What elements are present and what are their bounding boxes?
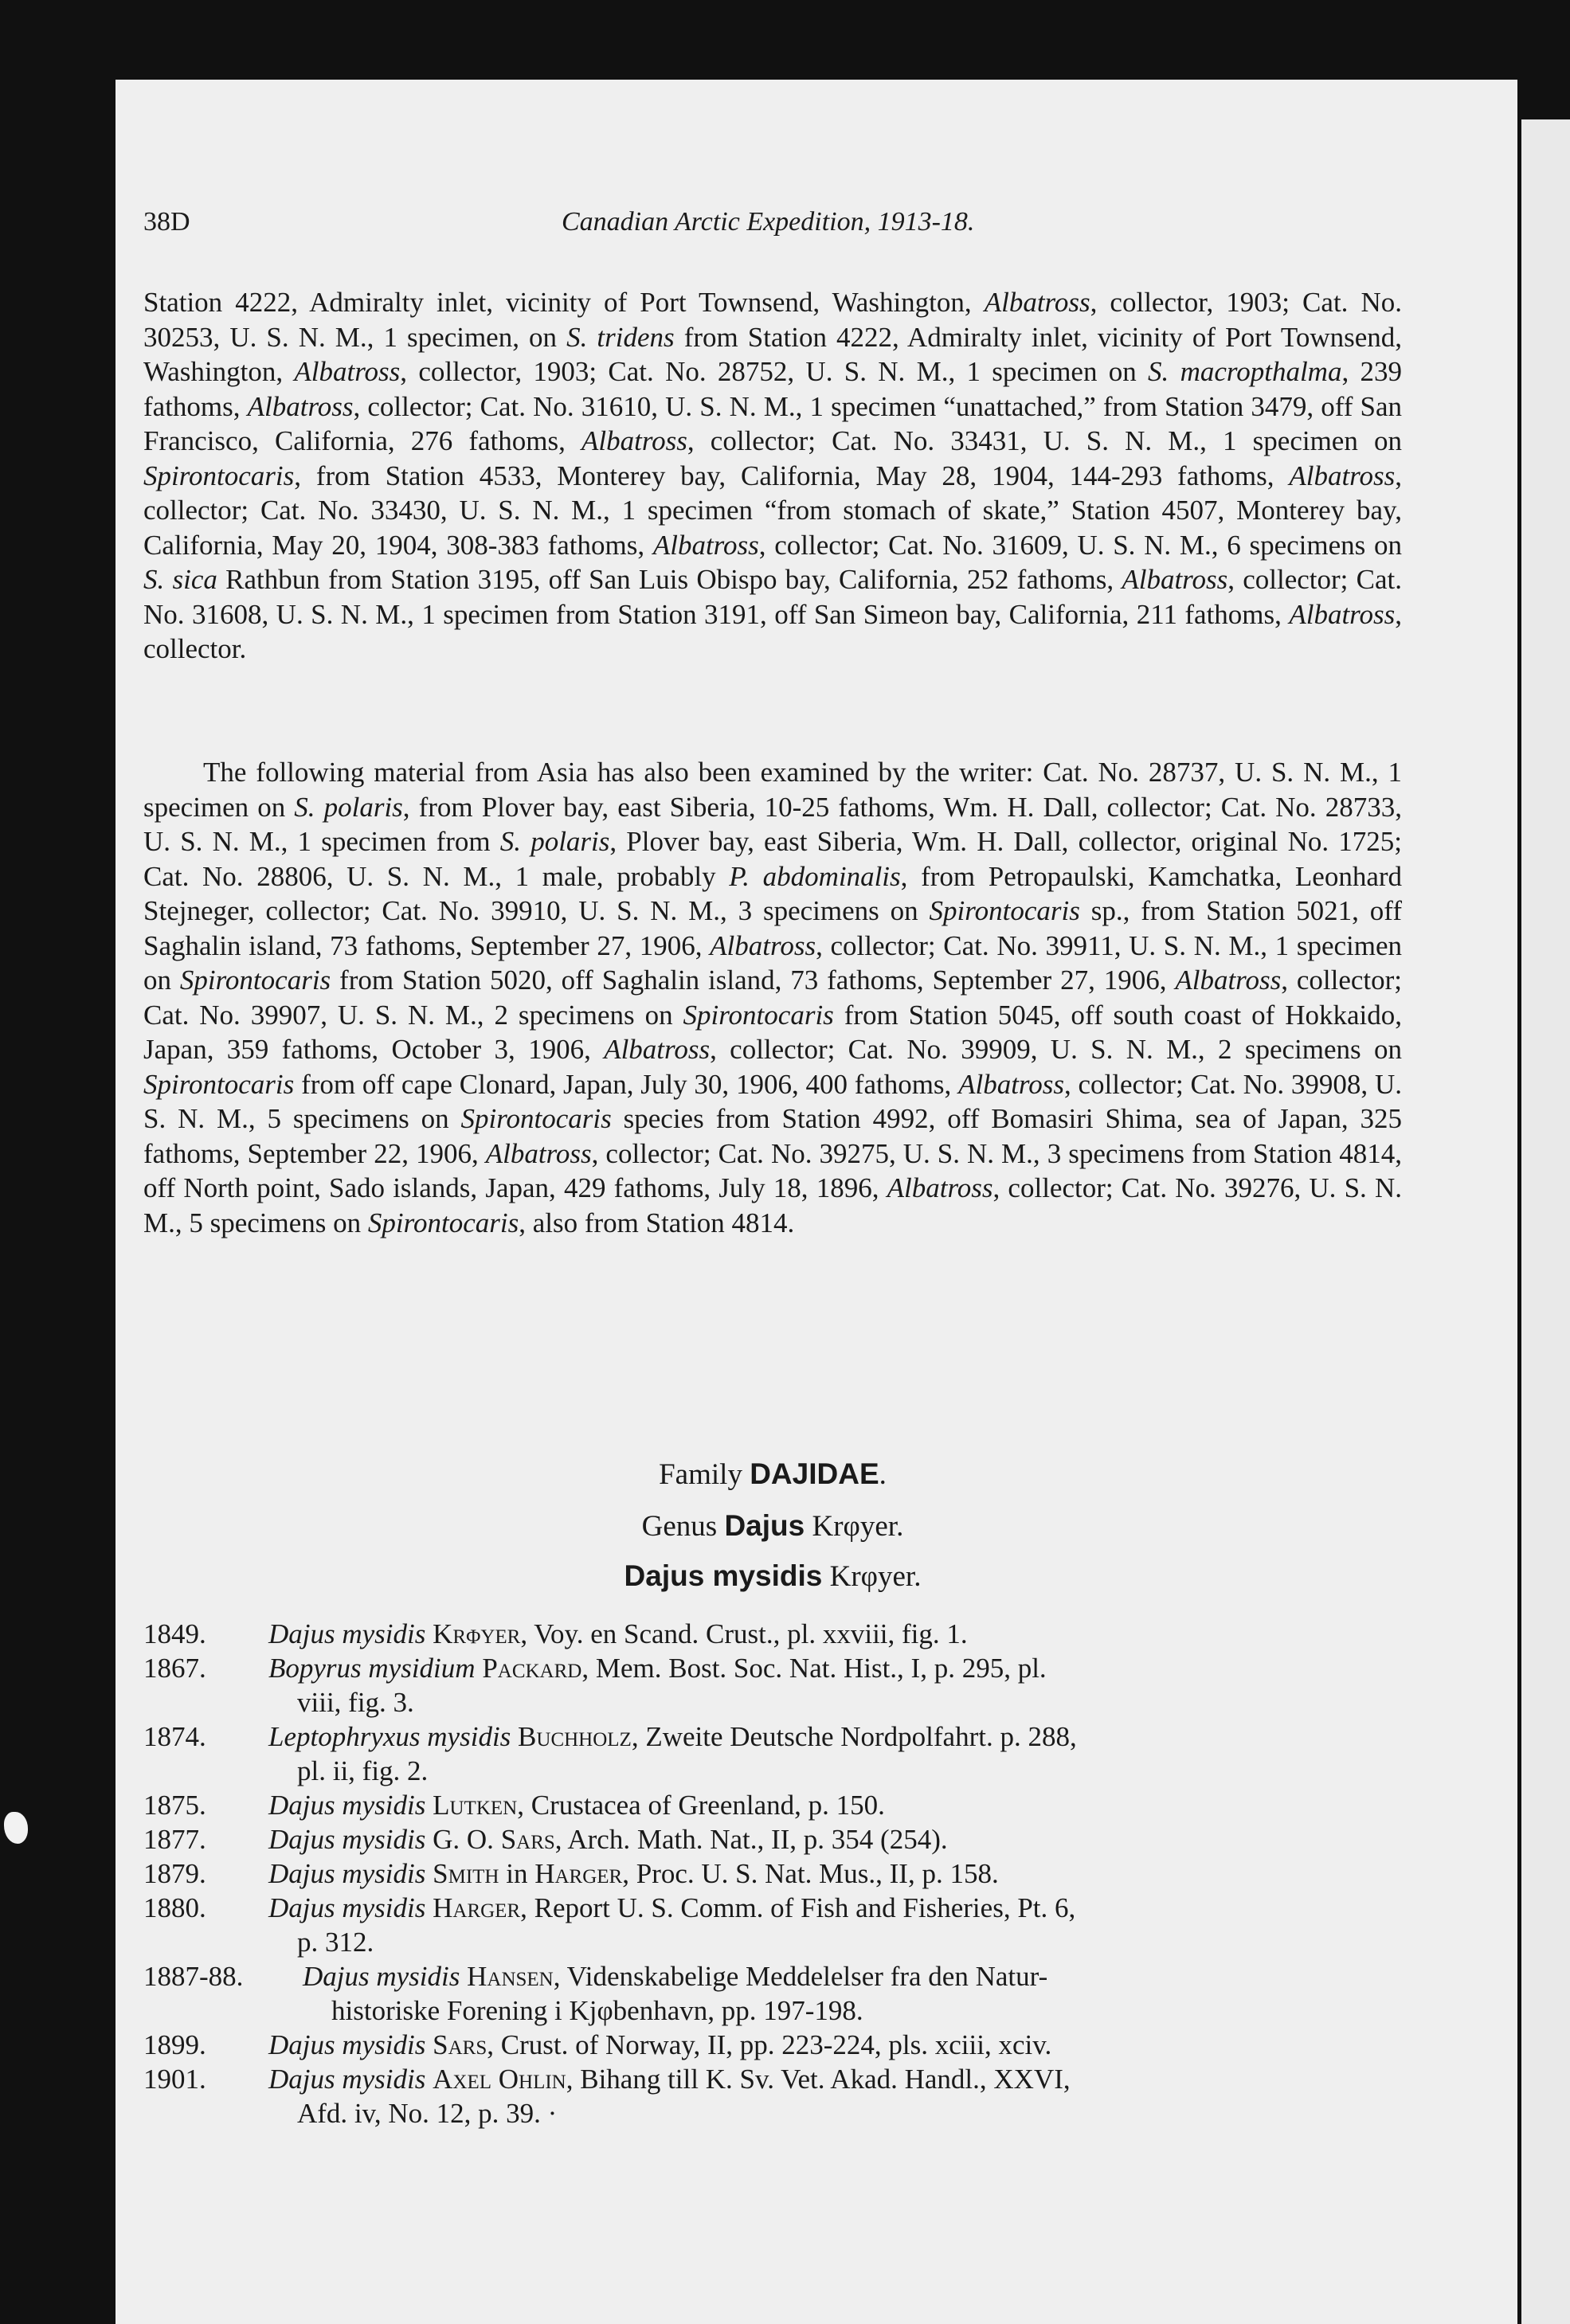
running-title: Canadian Arctic Expedition, 1913-18. — [562, 207, 975, 237]
italic-taxon: Albatross — [1289, 460, 1396, 491]
author-name: Lutken — [433, 1790, 518, 1821]
running-head — [143, 207, 1418, 247]
synonymy-year: 1880. — [143, 1892, 206, 1923]
text-run: , also from Station 4814. — [519, 1207, 795, 1238]
italic-taxon: Albatross — [604, 1034, 711, 1065]
text-run: , collector; Cat. No. 31610, U. S. N. M., 1 specimen “unattached,” from Station 3479, off San Francisco, California, 276 fathoms, — [143, 390, 1402, 456]
author-name: Packard — [482, 1653, 582, 1684]
italic-taxon: Albatross — [485, 1137, 592, 1169]
synonymy-year: 1899. — [143, 2029, 206, 2060]
synonymy-citation — [303, 1959, 1402, 1993]
synonymy-entry — [143, 2028, 1402, 2062]
italic-taxon: S. sica — [143, 564, 217, 595]
text-run: The following material from Asia has also been examined by the writer: Cat. No. 28737, U. S. N. M., 1 specimen on — [143, 757, 1402, 823]
author-name: Harger — [534, 1858, 623, 1889]
text-run: , Zweite Deutsche Nordpolfahrt. p. 288, — [631, 1721, 1077, 1752]
text-run: , collector; Cat. No. 39275, U. S. N. M., 3 specimens from Station 4814, off North point, Sado islands, Japan, 429 fathoms, July 18, 1896, — [143, 1137, 1402, 1203]
italic-taxon: Dajus mysidis — [268, 1858, 426, 1889]
paragraph-text — [143, 285, 1402, 667]
italic-taxon: Dajus mysidis — [268, 1892, 426, 1923]
text-run — [425, 1858, 433, 1889]
italic-taxon: S. polaris — [499, 826, 610, 857]
italic-taxon: Albatross — [710, 929, 816, 961]
text-run: sp., from Station 5021, off Saghalin island, 73 fathoms, September 27, 1906, — [143, 895, 1402, 961]
text-run: , collector; Cat. No. 39908, U. S. N. M., 5 specimens on — [143, 1068, 1402, 1134]
italic-taxon: Leptophryxus mysidis — [268, 1721, 511, 1752]
text-run: , Crust. of Norway, II, pp. 223-224, pls. xciii, xciv. — [487, 2029, 1052, 2060]
author-name: Harger — [433, 1892, 521, 1923]
author-name: Axel Ohlin — [433, 2064, 566, 2095]
synonymy-entry — [143, 1788, 1402, 1822]
synonymy-citation — [268, 1822, 1402, 1856]
italic-taxon: Albatross — [984, 287, 1090, 318]
text-run: Station 4222, Admiralty inlet, vicinity of Port Townsend, Washington, — [143, 287, 985, 318]
text-run: from Station 5045, off south coast of Hokkaido, Japan, 359 fathoms, October 3, 1906, — [143, 999, 1402, 1065]
synonymy-citation — [268, 1617, 1402, 1651]
species-name: Dajus mysidis — [624, 1559, 823, 1592]
synonymy-citation — [268, 1891, 1402, 1925]
genus-suffix: Krφyer. — [805, 1510, 904, 1543]
author-name: Sars — [500, 1824, 555, 1855]
family-suffix: . — [879, 1458, 887, 1491]
text-run: , from Plover bay, east Siberia, 10-25 fathoms, Wm. H. Dall, collector; Cat. No. 28733, U. S. N. M., 1 specimen from — [143, 791, 1402, 857]
italic-taxon: Spirontocaris — [367, 1207, 519, 1238]
synonymy-citation-continued: pl. ii, fig. 2. — [297, 1755, 429, 1786]
text-run: , Plover bay, east Siberia, Wm. H. Dall, collector, original No. 1725; Cat. No. 28806, U. S. N. M., 1 male, probably — [143, 826, 1402, 892]
synonymy-citation — [268, 2062, 1402, 2096]
synonymy-citation — [268, 2028, 1402, 2062]
italic-taxon: Albatross — [1175, 964, 1282, 996]
text-run: , 239 fathoms, — [143, 356, 1402, 422]
italic-taxon: Dajus mysidis — [303, 1961, 460, 1992]
text-run: , collector, 1903; Cat. No. 28752, U. S. N. M., 1 specimen on — [400, 356, 1149, 387]
synonymy-year: 1879. — [143, 1858, 206, 1889]
italic-taxon: Dajus mysidis — [268, 1618, 426, 1649]
synonymy-list — [143, 1617, 1402, 2130]
page-number: 38D — [143, 207, 190, 237]
text-run: , Videnskabelige Meddelelser fra den Natur- — [553, 1961, 1048, 1992]
italic-taxon: Albatross — [1289, 598, 1396, 630]
text-run: , Bihang till K. Sv. Vet. Akad. Handl., XXVI, — [566, 2064, 1071, 2095]
synonymy-citation-continued: Afd. iv, No. 12, p. 39. · — [297, 2098, 558, 2129]
author-name: Sars — [433, 2029, 487, 2060]
synonymy-citation — [268, 1856, 1402, 1891]
family-heading — [143, 1457, 1402, 1492]
italic-taxon: Albatross — [294, 356, 401, 387]
text-run — [425, 1790, 433, 1821]
text-run: , Proc. U. S. Nat. Mus., II, p. 158. — [622, 1858, 999, 1889]
italic-taxon: Spirontocaris — [179, 964, 331, 996]
text-run: , Mem. Bost. Soc. Nat. Hist., I, p. 295, pl. — [581, 1653, 1047, 1684]
synonymy-entry — [143, 1617, 1402, 1651]
text-run: , Voy. en Scand. Crust., pl. xxviii, fig. 1. — [520, 1618, 968, 1649]
synonymy-entry — [143, 1856, 1402, 1891]
synonymy-citation — [268, 1651, 1402, 1685]
family-prefix: Family — [659, 1458, 750, 1491]
italic-taxon: Dajus mysidis — [268, 1790, 426, 1821]
text-run: , collector. — [143, 598, 1402, 664]
synonymy-citation-continued: historiske Forening i Kjφbenhavn, pp. 197-198. — [331, 1995, 863, 2026]
italic-taxon: Spirontocaris — [929, 895, 1080, 926]
author-name: Hansen — [467, 1961, 554, 1992]
text-run: from Station 5020, off Saghalin island, 73 fathoms, September 27, 1906, — [331, 964, 1176, 996]
text-run: , Report U. S. Comm. of Fish and Fisheries, Pt. 6, — [520, 1892, 1076, 1923]
text-run: Rathbun from Station 3195, off San Luis Obispo bay, California, 252 fathoms, — [217, 564, 1122, 595]
paragraph-text — [143, 755, 1402, 1240]
synonymy-citation — [268, 1788, 1402, 1822]
text-run: , collector; Cat. No. 39911, U. S. N. M., 1 specimen on — [143, 929, 1402, 996]
italic-taxon: Dajus mysidis — [268, 2029, 426, 2060]
text-run — [511, 1721, 518, 1752]
italic-taxon: S. tridens — [566, 321, 675, 353]
italic-taxon: Albatross — [958, 1068, 1064, 1100]
text-run: , collector; Cat. No. 39276, U. S. N. M., 5 specimens on — [143, 1172, 1402, 1238]
italic-taxon: S. macropthalma — [1148, 356, 1342, 387]
synonymy-entry — [143, 2062, 1402, 2130]
text-run: in — [499, 1858, 535, 1889]
text-run: G. O. — [425, 1824, 501, 1855]
paragraph-specimen-records-america — [143, 285, 1402, 667]
italic-taxon: P. abdominalis — [729, 860, 901, 892]
author-name: Buchholz — [518, 1721, 632, 1752]
text-run: , collector; Cat. No. 39909, U. S. N. M., 2 specimens on — [710, 1034, 1402, 1065]
italic-taxon: Albatross — [887, 1172, 993, 1203]
genus-prefix: Genus — [641, 1510, 725, 1543]
synonymy-year: 1849. — [143, 1618, 206, 1649]
text-run: from Station 4222, Admiralty inlet, vicinity of Port Townsend, Washington, — [143, 321, 1402, 387]
italic-taxon: Albatross — [247, 390, 354, 422]
text-run: , collector, 1903; Cat. No. 30253, U. S. N. M., 1 specimen, on — [143, 287, 1402, 353]
paragraph-specimen-records-asia — [143, 755, 1402, 1240]
text-run: , collector; Cat. No. 33431, U. S. N. M., 1 specimen on — [687, 425, 1402, 456]
text-run: , from Station 4533, Monterey bay, California, May 28, 1904, 144-293 fathoms, — [294, 460, 1290, 491]
family-name: DAJIDAE — [750, 1457, 879, 1490]
italic-taxon: Albatross — [652, 529, 759, 561]
text-run: species from Station 4992, off Bomasiri Shima, sea of Japan, 325 fathoms, September 22, 1906, — [143, 1103, 1403, 1169]
text-run — [425, 2029, 433, 2060]
synonymy-entry — [143, 1822, 1402, 1856]
synonymy-citation-continued: p. 312. — [297, 1927, 374, 1958]
synonymy-citation-continued: viii, fig. 3. — [297, 1687, 414, 1718]
italic-taxon: Bopyrus mysidium — [268, 1653, 476, 1684]
text-run: , Arch. Math. Nat., II, p. 354 (254). — [554, 1824, 948, 1855]
italic-taxon: Spirontocaris — [143, 1068, 295, 1100]
text-run: , from Petropaulski, Kamchatka, Leonhard Stejneger, collector; Cat. No. 39910, U. S. N. M., 3 specimens on — [143, 860, 1403, 926]
text-run — [460, 1961, 467, 1992]
italic-taxon: Spirontocaris — [143, 460, 295, 491]
author-name: Smith — [433, 1858, 499, 1889]
synonymy-entry — [143, 1891, 1402, 1959]
italic-taxon: Dajus mysidis — [268, 2064, 426, 2095]
scan-speck — [4, 1812, 28, 1844]
synonymy-entry — [143, 1720, 1402, 1788]
genus-heading — [143, 1509, 1402, 1543]
italic-taxon: S. polaris — [294, 791, 403, 823]
adjacent-page-edge — [1521, 119, 1570, 2324]
text-run — [425, 1892, 433, 1923]
synonymy-entry — [143, 1959, 1402, 2028]
italic-taxon: Spirontocaris — [460, 1103, 612, 1134]
species-suffix: Krφyer. — [822, 1560, 922, 1593]
synonymy-year: 1901. — [143, 2064, 206, 2095]
italic-taxon: Albatross — [1122, 564, 1228, 595]
text-run: from off cape Clonard, Japan, July 30, 1906, 400 fathoms, — [294, 1068, 959, 1100]
italic-taxon: Spirontocaris — [683, 999, 834, 1031]
text-run: , collector; Cat. No. 33430, U. S. N. M., 1 specimen “from stomach of skate,” Station 4507, Monterey bay, California, May 20, 1904, 308-383 fathoms, — [143, 460, 1402, 561]
synonymy-year: 1877. — [143, 1824, 206, 1855]
text-run: , collector; Cat. No. 39907, U. S. N. M., 2 specimens on — [143, 964, 1403, 1031]
genus-name: Dajus — [724, 1509, 805, 1542]
synonymy-year: 1874. — [143, 1721, 206, 1752]
text-run: , Crustacea of Greenland, p. 150. — [517, 1790, 885, 1821]
synonymy-year: 1887-88. — [143, 1961, 244, 1992]
synonymy-year: 1867. — [143, 1653, 206, 1684]
synonymy-year: 1875. — [143, 1790, 206, 1821]
author-name: Krφyer — [433, 1618, 521, 1649]
text-run: , collector; Cat. No. 31608, U. S. N. M., 1 specimen from Station 3191, off San Simeon bay, California, 211 fathoms, — [143, 564, 1402, 630]
italic-taxon: Dajus mysidis — [268, 1824, 426, 1855]
species-heading — [143, 1559, 1402, 1594]
italic-taxon: Albatross — [581, 425, 687, 456]
synonymy-citation — [268, 1720, 1402, 1754]
synonymy-entry — [143, 1651, 1402, 1720]
text-run — [476, 1653, 483, 1684]
text-run — [425, 1618, 433, 1649]
text-run — [425, 2064, 433, 2095]
text-run: , collector; Cat. No. 31609, U. S. N. M., 6 specimens on — [758, 529, 1403, 561]
